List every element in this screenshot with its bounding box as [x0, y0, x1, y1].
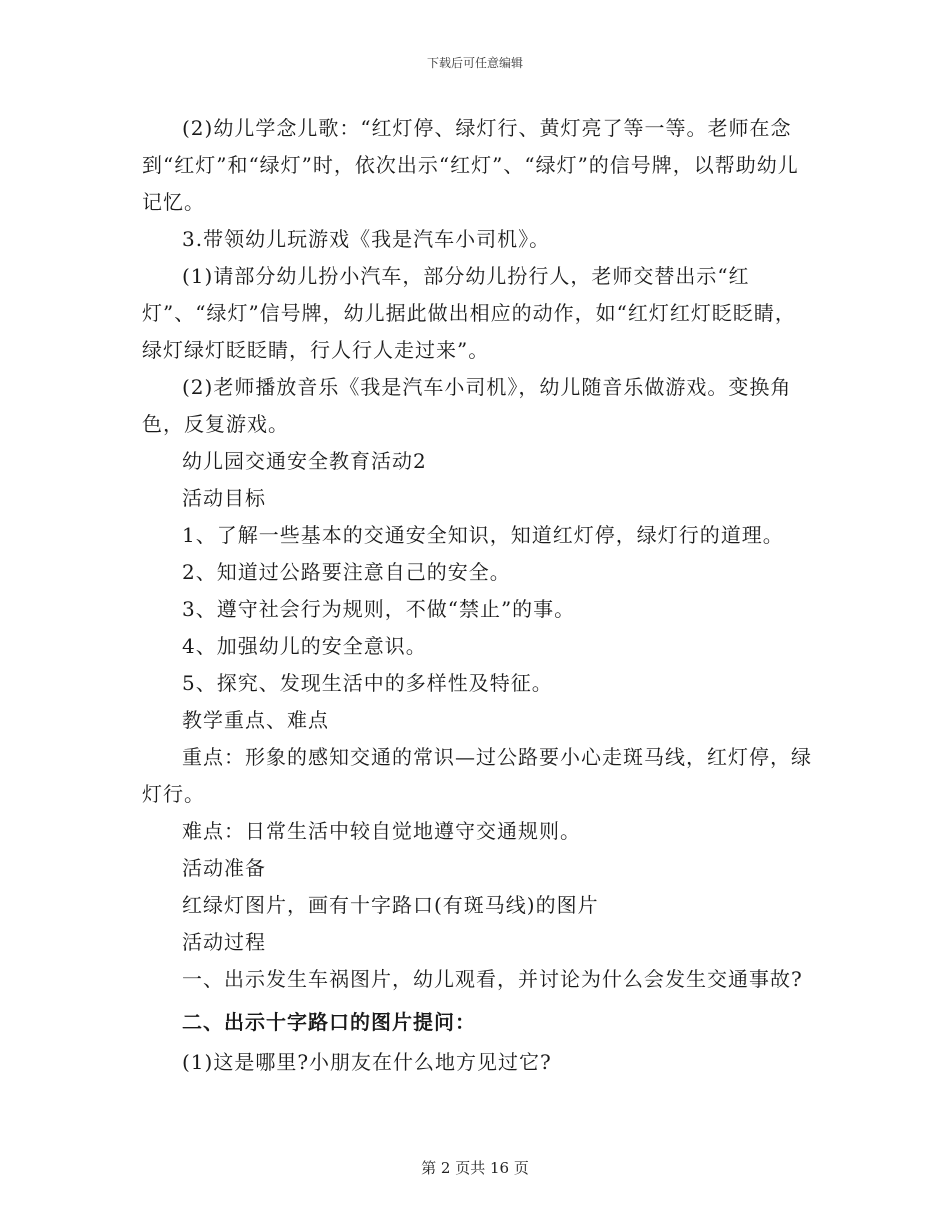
paragraph: (2)老师播放音乐《我是汽车小司机》，幼儿随音乐做游戏。变换角色，反复游戏。: [142, 375, 792, 436]
document-body: [142, 110, 812, 1081]
subheading: 活动过程: [182, 930, 266, 954]
list-item: 4、加强幼儿的安全意识。: [182, 634, 427, 658]
paragraph: (1)请部分幼儿扮小汽车，部分幼儿扮行人，老师交替出示“红灯”、“绿灯”信号牌，幼儿据此做出相应的动作，如“红灯红灯眨眨睛，绿灯绿灯眨眨睛，行人行人走过来”。: [142, 264, 796, 362]
paragraph-bold: 二、出示十字路口的图片提问：: [182, 1010, 476, 1034]
paragraph: 红绿灯图片，画有十字路口(有斑马线)的图片: [182, 893, 599, 917]
subheading: 活动准备: [182, 856, 266, 880]
list-item: 3、遵守社会行为规则，不做“禁止”的事。: [182, 597, 576, 621]
subheading: 教学重点、难点: [182, 708, 329, 732]
paragraph: 3.带领幼儿玩游戏《我是汽车小司机》。: [182, 227, 551, 251]
paragraph: 难点：日常生活中较自觉地遵守交通规则。: [182, 819, 581, 843]
subheading: 活动目标: [182, 486, 266, 510]
paragraph: (1)这是哪里?小朋友在什么地方见过它?: [182, 1050, 552, 1074]
page-footer: 第 2 页共 16 页: [421, 1159, 529, 1177]
paragraph: 重点：形象的感知交通的常识—过公路要小心走斑马线，红灯停，绿灯行。: [142, 745, 812, 806]
list-item: 5、探究、发现生活中的多样性及特征。: [182, 671, 553, 695]
paragraph: (2)幼儿学念儿歌：“红灯停、绿灯行、黄灯亮了等一等。老师在念到“红灯”和“绿灯”时，依次出示“红灯”、“绿灯”的信号牌，以帮助幼儿记忆。: [142, 116, 799, 214]
list-item: 1、了解一些基本的交通安全知识，知道红灯停，绿灯行的道理。: [182, 523, 784, 547]
list-item: 2、知道过公路要注意自己的安全。: [182, 560, 511, 584]
page-header: 下载后可任意编辑: [426, 56, 523, 70]
paragraph: 一、出示发生车祸图片，幼儿观看，并讨论为什么会发生交通事故?: [182, 967, 803, 991]
section-title: 幼儿园交通安全教育活动2: [182, 449, 427, 473]
